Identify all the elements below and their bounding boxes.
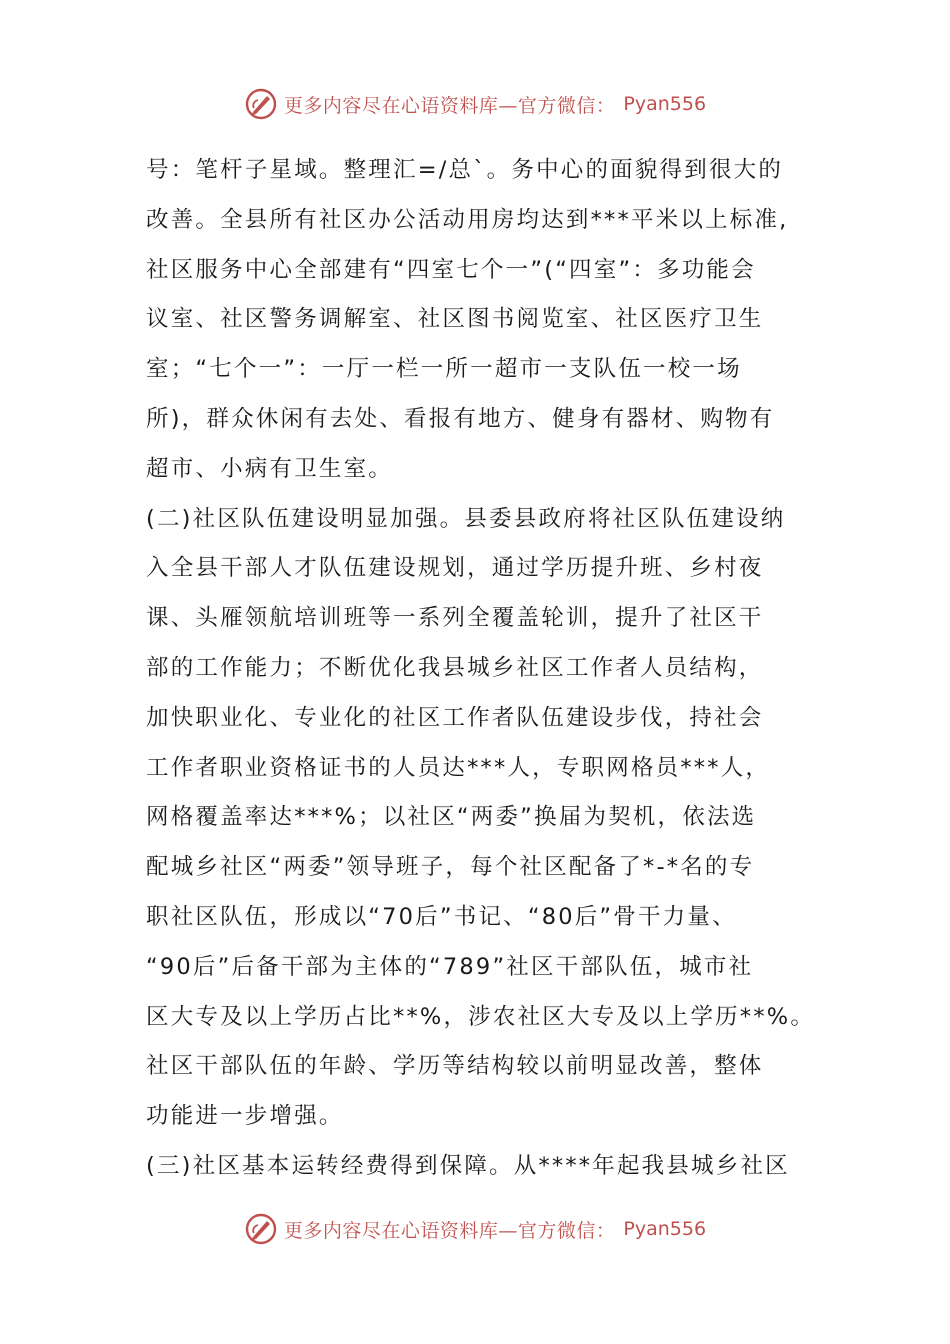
body-line: 改善。全县所有社区办公活动用房均达到***平米以上标准, — [146, 206, 789, 233]
body-line: 工作者职业资格证书的人员达***人，专职网格员***人， — [146, 754, 771, 781]
body-line: 号：笔杆子星域。整理汇=/总`。务中心的面貌得到很大的 — [146, 157, 784, 183]
body-line: 区大专及以上学历占比**%，涉农社区大专及以上学历**%。 — [146, 1003, 816, 1030]
body-line: “90后”后备干部为主体的“789”社区干部队伍，城市社 — [146, 953, 754, 980]
header-banner — [0, 82, 950, 126]
footer-banner-content — [244, 1212, 706, 1246]
body-line: 议室、社区警务调解室、社区图书阅览室、社区医疗卫生 — [146, 306, 764, 333]
body-line: 入全县干部人才队伍建设规划，通过学历提升班、乡村夜 — [146, 555, 764, 582]
body-line: 加快职业化、专业化的社区工作者队伍建设步伐，持社会 — [146, 704, 764, 731]
body-line: 部的工作能力；不断优化我县城乡社区工作者人员结构， — [146, 654, 764, 681]
header-banner-content — [244, 87, 706, 121]
footer-banner-text: 更多内容尽在心语资料库—官方微信： — [283, 1219, 616, 1242]
section-heading-line: (三)社区基本运转经费得到保障。从****年起我县城乡社区 — [146, 1152, 790, 1179]
body-line: 所)，群众休闲有去处、看报有地方、健身有器材、购物有 — [146, 405, 775, 432]
body-line: 社区干部队伍的年龄、学历等结构较以前明显改善，整体 — [146, 1053, 764, 1080]
pen-circle-logo-icon — [244, 87, 278, 121]
footer-wechat-id: Pyan556 — [623, 1218, 707, 1240]
body-line: 室；“七个一”：一厅一栏一所一超市一支队伍一校一场 — [146, 356, 742, 383]
body-line: 配城乡社区“两委”领导班子，每个社区配备了*-*名的专 — [146, 854, 755, 881]
pen-circle-logo-icon — [244, 1212, 278, 1246]
header-wechat-id: Pyan556 — [623, 93, 707, 115]
section-heading-line: (二)社区队伍建设明显加强。县委县政府将社区队伍建设纳 — [146, 505, 786, 532]
body-line: 网格覆盖率达***%；以社区“两委”换届为契机，依法选 — [146, 804, 757, 831]
body-line: 职社区队伍，形成以“70后”书记、“80后”骨干力量、 — [146, 903, 737, 930]
body-line: 超市、小病有卫生室。 — [146, 455, 394, 482]
body-line: 功能进一步增强。 — [146, 1103, 344, 1130]
header-banner-text: 更多内容尽在心语资料库—官方微信： — [283, 94, 616, 117]
document-body — [146, 146, 818, 1192]
body-line: 社区服务中心全部建有“四室七个一”(“四室”：多功能会 — [146, 256, 756, 283]
body-line: 课、头雁领航培训班等一系列全覆盖轮训，提升了社区干 — [146, 605, 764, 632]
footer-banner — [0, 1207, 950, 1251]
